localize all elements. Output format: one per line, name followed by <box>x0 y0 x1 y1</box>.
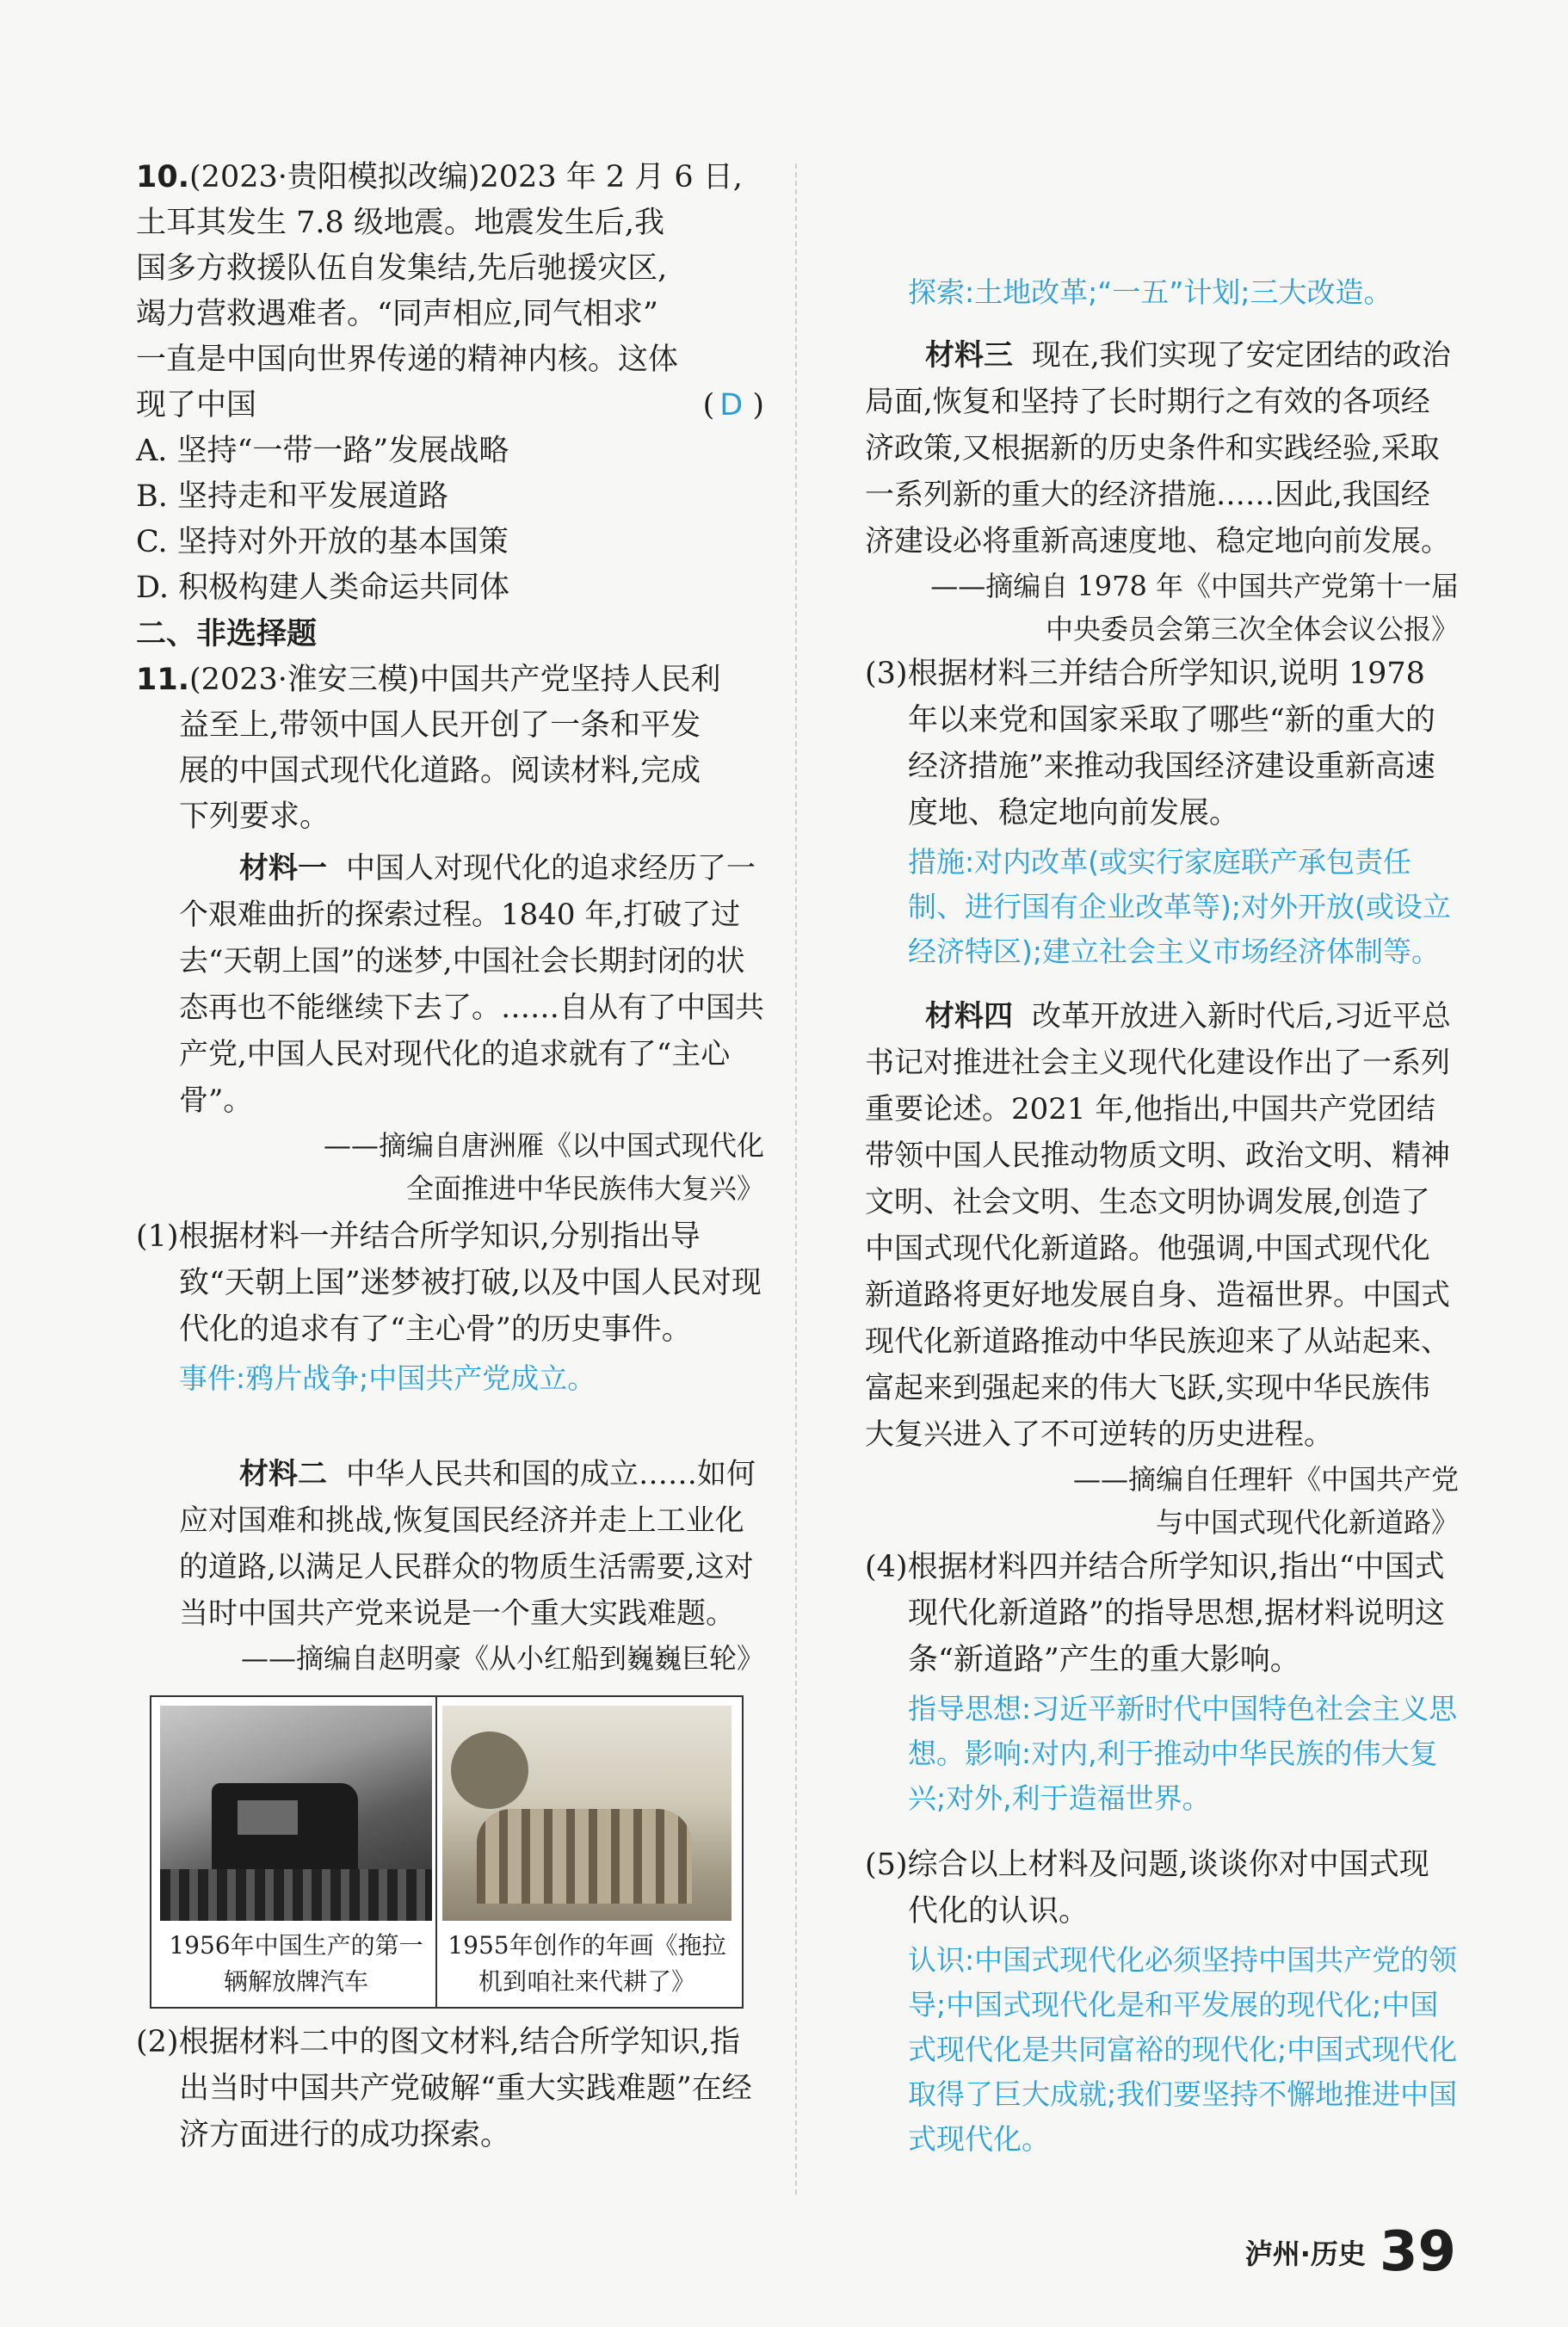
material-4 <box>865 993 1459 1458</box>
material-4-text: 改革开放进入新时代后,习近平总书记对推进社会主义现代化建设作出了一系列重要论述。2021 年,他指出,中国共产党团结带领中国人民推动物质文明、政治文明、精神文明、社会文明、生态文明协调发展,创造了中国式现代化新道路。他强调,中国式现代化新道路将更好地发展自身、造福世界。中国式现代化新道路推动中华民族迎来了从站起来、富起来到强起来的伟大飞跃,实现中华民族伟大复兴进入了不可逆转的历史进程。 <box>865 999 1451 1452</box>
paren-close: ) <box>752 388 764 423</box>
question-10-stem-end <box>136 383 764 429</box>
material-2-figure <box>150 1695 744 2009</box>
truck-caption: 1956年中国生产的第一辆解放牌汽车 <box>169 1931 423 1996</box>
sub-question-3: (3)根据材料三并结合所学知识,说明 1978 年以来党和国家采取了哪些“新的重大的经济措施”来推动我国经济建设重新高速度地、稳定地向前发展。 <box>865 657 1435 830</box>
crowd-shape <box>160 1869 432 1921</box>
truck-photo <box>160 1706 432 1921</box>
sub-question-1-answer: 事件:鸦片战争;中国共产党成立。 <box>179 1361 596 1395</box>
material-3-text: 现在,我们实现了安定团结的政治局面,恢复和坚持了长时期行之有效的各项经济政策,又根据新的历史条件和实践经验,采取一系列新的重大的经济措施……因此,我国经济建设必将重新高速度地、稳定地向前发展。 <box>865 338 1451 559</box>
page-footer <box>1245 2220 1456 2284</box>
material-2-source: ——摘编自赵明豪《从小红船到巍巍巨轮》 <box>240 1642 764 1675</box>
material-2-text: 中华人民共和国的成立……如何应对国难和挑战,恢复国民经济并走上工业化的道路,以满足人民群众的物质生活需要,这对当时中国共产党来说是一个重大实践难题。 <box>179 1457 756 1631</box>
question-11-line: 益至上,带领中国人民开创了一条和平发 <box>179 708 701 743</box>
material-4-source: ——摘编自任理轩《中国共产党 <box>1072 1463 1459 1496</box>
question-10-answer: D <box>719 388 744 423</box>
sub-question-4-answer: 指导思想:习近平新时代中国特色社会主义思想。影响:对内,利于推动中华民族的伟大复兴;对外,利于造福世界。 <box>908 1692 1458 1815</box>
material-3-source: 中央委员会第三次全体会议公报》 <box>1045 613 1459 645</box>
question-11-line: (2023·淮安三模)中国共产党坚持人民利 <box>189 663 721 697</box>
material-3-label: 材料三 <box>925 338 1013 373</box>
question-11-number: 11. <box>136 663 190 697</box>
question-10 <box>136 155 764 611</box>
question-11 <box>136 657 764 2158</box>
question-11-line: 展的中国式现代化道路。阅读材料,完成 <box>179 754 701 788</box>
option-d: D. 积极构建人类命运共同体 <box>136 571 510 605</box>
answer-bracket <box>703 383 764 429</box>
question-10-line: 竭力营救遇难者。“同声相应,同气相求” <box>136 297 658 331</box>
sub-question-2: (2)根据材料二中的图文材料,结合所学知识,指出当时中国共产党破解“重大实践难题”在经济方面进行的成功探索。 <box>136 2025 752 2152</box>
question-10-number: 10. <box>136 160 190 194</box>
question-11-line: 下列要求。 <box>179 799 330 834</box>
material-3 <box>865 332 1459 565</box>
option-b: B. 坚持走和平发展道路 <box>136 479 448 514</box>
sub-question-4: (4)根据材料四并结合所学知识,指出“中国式现代化新道路”的指导思想,据材料说明这条“新道路”产生的重大影响。 <box>865 1550 1446 1677</box>
left-column <box>136 155 764 2158</box>
material-1-text: 中国人对现代化的追求经历了一个艰难曲折的探索过程。1840 年,打破了过去“天朝上国”的迷梦,中国社会长期封闭的状态再也不能继续下去了。……自从有了中国共产党,中国人民对现代化的追求就有了“主心骨”。 <box>179 851 764 1118</box>
material-2-label: 材料二 <box>239 1457 327 1491</box>
sub-question-5-answer: 认识:中国式现代化必须坚持中国共产党的领导;中国式现代化是和平发展的现代化;中国式现代化是共同富裕的现代化;中国式现代化取得了巨大成就;我们要坚持不懈地推进中国式现代化。 <box>908 1943 1458 2156</box>
painting-caption: 1955年创作的年画《拖拉机到咱社来代耕了》 <box>448 1931 726 1996</box>
tree-shape <box>451 1731 528 1809</box>
figure-separator <box>435 1697 437 2007</box>
new-year-painting <box>442 1706 732 1921</box>
material-4-label: 材料四 <box>925 999 1013 1034</box>
material-1-label: 材料一 <box>239 851 327 886</box>
sub-question-3-answer: 措施:对内改革(或实行家庭联产承包责任制、进行国有企业改革等);对外开放(或设立经济特区);建立社会主义市场经济体制等。 <box>908 845 1451 968</box>
option-a: A. 坚持“一带一路”发展战略 <box>136 434 509 468</box>
question-10-last-line: 现了中国 <box>136 388 257 423</box>
sub-question-2-answer: 探索:土地改革;“一五”计划;三大改造。 <box>908 275 1392 309</box>
material-2 <box>136 1451 764 1637</box>
section-title: 二、非选择题 <box>136 617 318 651</box>
question-10-line: 土耳其发生 7.8 级地震。地震发生后,我 <box>136 206 665 240</box>
right-column <box>865 160 1459 2162</box>
material-4-source: 与中国式现代化新道路》 <box>1155 1506 1459 1539</box>
material-1-source: ——摘编自唐洲雁《以中国式现代化 <box>323 1129 764 1162</box>
sub-question-5: (5)综合以上材料及问题,谈谈你对中国式现代化的认识。 <box>865 1848 1429 1929</box>
people-shape <box>477 1809 692 1904</box>
question-10-line: (2023·贵阳模拟改编)2023 年 2 月 6 日, <box>189 160 743 194</box>
paren-open: ( <box>702 388 715 423</box>
option-c: C. 坚持对外开放的基本国策 <box>136 525 509 559</box>
material-3-source: ——摘编自 1978 年《中国共产党第十一届 <box>930 570 1459 602</box>
footer-label: 泸州·历史 <box>1244 2238 1366 2270</box>
material-1-source: 全面推进中华民族伟大复兴》 <box>405 1172 764 1205</box>
column-divider <box>795 164 797 2194</box>
question-10-line: 一直是中国向世界传递的精神内核。这体 <box>136 343 679 377</box>
material-1 <box>136 845 764 1124</box>
question-10-line: 国多方救援队伍自发集结,先后驰援灾区, <box>136 251 668 286</box>
page-number: 39 <box>1379 2220 1456 2284</box>
sub-question-1: (1)根据材料一并结合所学知识,分别指出导致“天朝上国”迷梦被打破,以及中国人民对现代化的追求有了“主心骨”的历史事件。 <box>136 1219 762 1347</box>
